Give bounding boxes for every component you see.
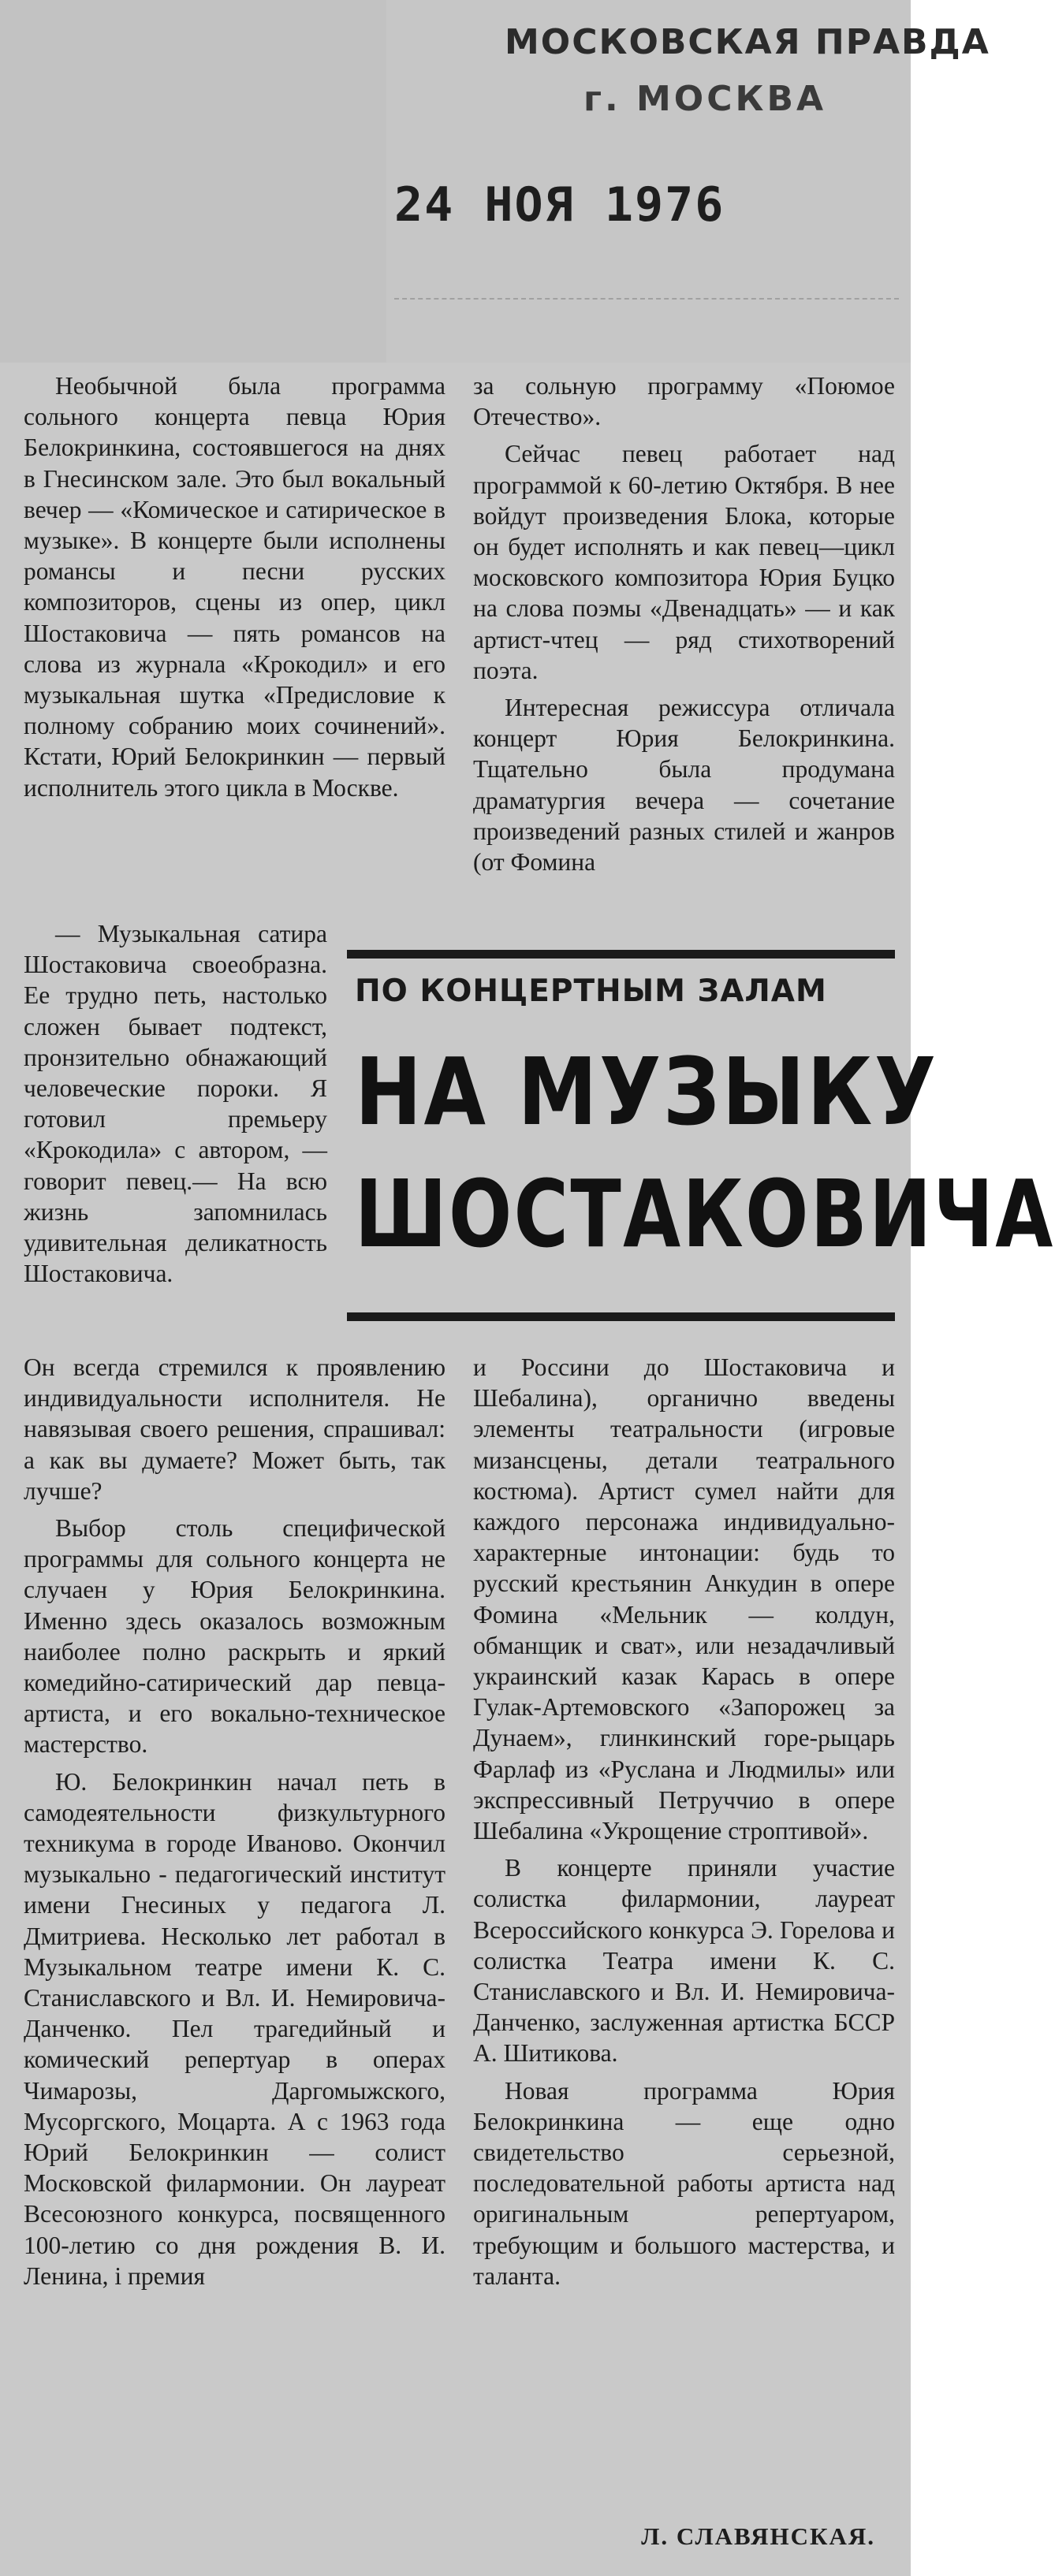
headline-rule-top [347,950,895,959]
article-paragraph: — Музыкальная сатира Шостаковича своеобразна. Ее трудно петь, настолько сложен бывает подтекст, пронзительно обнажающий человеческие пороки. Я готовил премьеру «Крокодила» с автором, — говорит певец.— На всю жизнь запомнилась удивительная деликатность Шостаковича. [24,920,327,1288]
article-paragraph: В концерте приняли участие солистка филармонии, лауреат Всероссийского конкурса Э. Горелова и солистка Театра имени К. С. Станиславского и Вл. И. Немировича-Данченко, заслуженная артистка БССР А. Шитикова. [473,1854,895,2068]
article-paragraph: Выбор столь специфической программы для сольного концерта не случаен у Юрия Белокринкина. Именно здесь оказалось возможным наиболее полно раскрыть и яркий комедийно-сатирический дар певца-артиста, и его вокально-техническое мастерство. [24,1514,445,1759]
stamp-date: 24 НОЯ 1976 [394,177,725,233]
article-column-2-lower [473,1352,895,2291]
article-paragraph: Интересная режиссура отличала концерт Юрия Белокринкина. Тщательно была продумана драматургия вечера — сочетание произведений разных стилей и жанров (от Фомина [473,694,895,877]
article-paragraph: Сейчас певец работает над программой к 60-летию Октября. В нее войдут произведения Блока, которые он будет исполнять и как певец—цикл московского композитора Юрия Буцко на слова поэмы «Двенадцать» — и как артист-чтец — ряд стихотворений поэта. [473,440,895,684]
article-byline: Л. СЛАВЯНСКАЯ. [641,2522,875,2550]
article-column-2-top [473,370,895,877]
stamp-newspaper-name: МОСКОВСКАЯ ПРАВДА [505,22,990,62]
stamp-faint-line [394,298,899,323]
article-paragraph: Новая программа Юрия Белокринкина — еще одно свидетельство серьезной, последовательной работы артиста над оригинальным репертуаром, требующим и большого мастерства, и таланта. [473,2076,895,2290]
stamp-city: г. МОСКВА [583,79,827,119]
article-column-1-narrow [24,918,327,1289]
headline-rule-bottom [347,1312,895,1321]
article-paragraph: Необычной была программа сольного концерта певца Юрия Белокринкина, состоявшегося на днях в Гнесинском зале. Это был вокальный вечер — «Комическое и сатирическое в музыке». В концерте были исполнены романсы и песни русских композиторов, сцены из опер, цикл Шостаковича — пять романсов на слова из журнала «Крокодил» и его музыкальная шутка «Предисловие к полному собранию моих сочинений». Кстати, Юрий Белокринкин — первый исполнитель этого цикла в Москве. [24,372,445,802]
article-paragraph: Ю. Белокринкин начал петь в самодеятельности физкультурного техникума в городе Иваново. Окончил музыкально - педагогический институт имени Гнесиных у педагога Л. Дмитриева. Несколько лет работал в Музыкальном театре имени К. С. Станиславского и Вл. И. Немировича-Данченко. Пел трагедийный и комический репертуар в операх Чимарозы, Даргомыжского, Мусоргского, Моцарта. А с 1963 года Юрий Белокринкин — солист Московской филармонии. Он лауреат Всесоюзного конкурса, посвященного 100-летию со дня рождения В. И. Ленина, і премия [24,1767,445,2290]
article-paragraph: и Россини до Шостаковича и Шебалина), органично введены элементы театральности (игровые мизансцены, детали театрального костюма). Артист сумел найти для каждого персонажа индивидуально-характерные интонации: будь то русский крестьянин Анкудин в опере Фомина «Мельник — колдун, обманщик и сват», или незадачливый украинский казак Карась в опере Гулак-Артемовского «Запорожец за Дунаем», глинкинский горе-рыцарь Фарлаф из «Руслана и Людмилы» или экспрессивный Петруччио в опере Шебалина «Укрощение строптивой». [473,1353,895,1845]
article-paragraph: Он всегда стремился к проявлению индивидуальности исполнителя. Не навязывая своего решения, спрашивал: а как вы думаете? Может быть, так лучше? [24,1353,445,1505]
article-paragraph: за сольную программу «Поюмое Отечество». [473,372,895,431]
article-rubric: ПО КОНЦЕРТНЫМ ЗАЛАМ [355,973,827,1009]
article-column-1-lower [24,1352,445,2291]
clipping-margin [0,0,386,363]
article-headline-line-2: ШОСТАКОВИЧА [355,1160,1055,1268]
article-headline-line-1: НА МУЗЫКУ [355,1037,938,1146]
article-column-1-top [24,370,445,803]
